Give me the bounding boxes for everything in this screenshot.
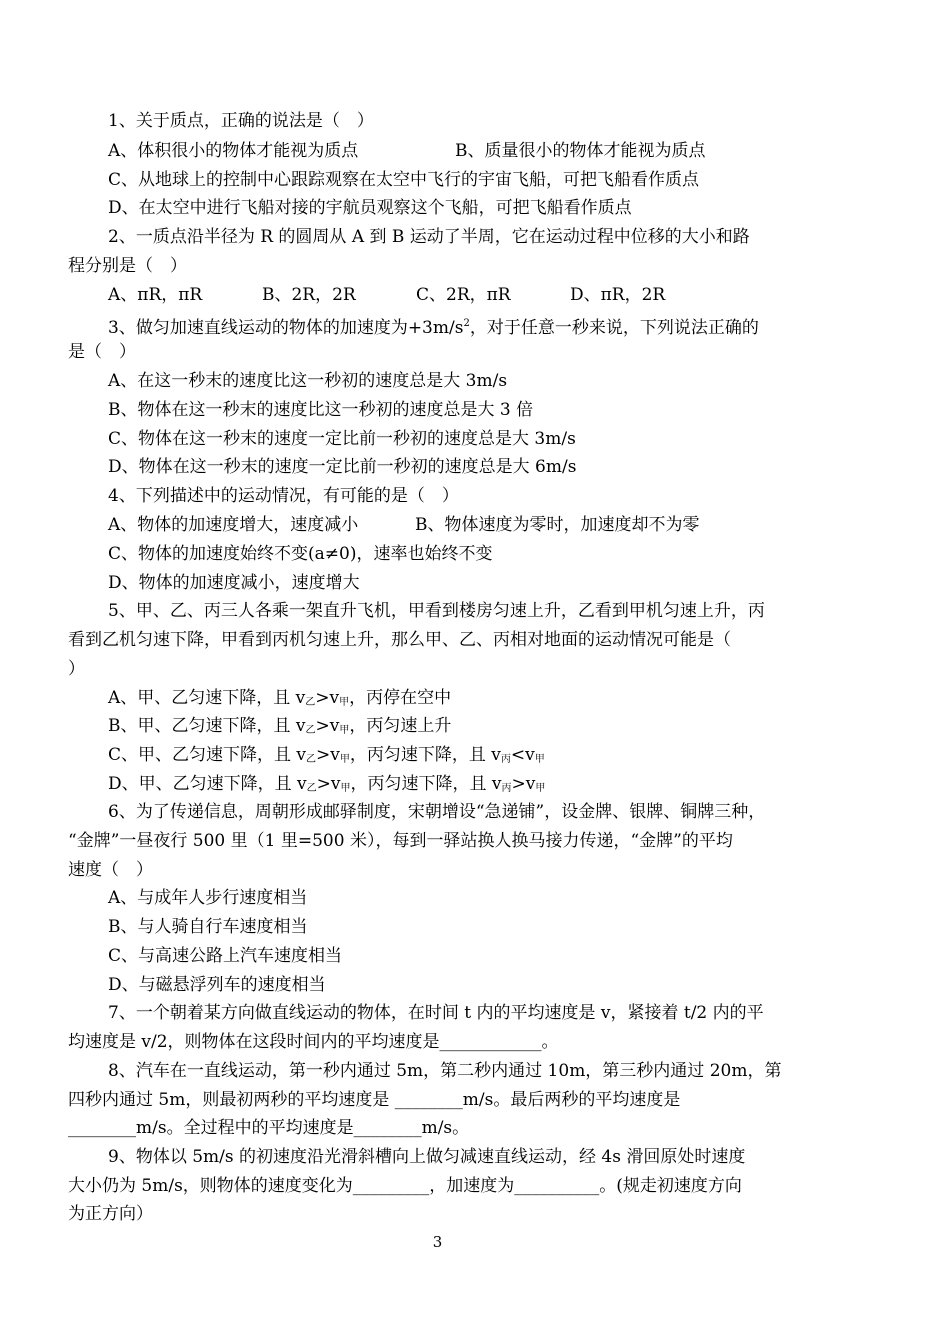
q5-stem-line3: ）	[68, 659, 85, 679]
q9-stem-line1: 9、物体以 5m/s 的初速度沿光滑斜槽向上做匀减速直线运动，经 4s 滑回原处时速度	[108, 1147, 746, 1167]
q5-d-text: D、甲、乙匀速下降，且 v	[108, 774, 307, 794]
q8-stem-line3: ________m/s。全过程中的平均速度是________m/s。	[68, 1118, 470, 1138]
q5-d-sub: 乙	[306, 783, 317, 794]
q2-option-b: B、2R，2R	[262, 285, 356, 305]
q9-stem-line3: 为正方向）	[68, 1204, 153, 1224]
q3-stem-line2: 是（ ）	[68, 342, 136, 362]
q9-stem-line2: 大小仍为 5m/s，则物体的速度变化为_________，加速度为__________。(规走初速度方向	[68, 1176, 742, 1196]
q5-stem-line2: 看到乙机匀速下降，甲看到丙机匀速上升，那么甲、乙、丙相对地面的运动情况可能是（	[68, 630, 731, 650]
q3-option-d: D、物体在这一秒末的速度一定比前一秒初的速度总是大 6m/s	[108, 457, 577, 477]
q3-stem-sup: 2	[463, 318, 470, 329]
q5-c-text: ，丙匀速下降，且 v	[349, 745, 501, 765]
q5-c-sub: 甲	[339, 754, 350, 765]
q6-stem-line3: 速度（ ）	[68, 860, 153, 880]
q7-stem-line1: 7、一个朝着某方向做直线运动的物体，在时间 t 内的平均速度是 v，紧接着 t/2 内的平	[108, 1003, 764, 1023]
q5-a-text: >v	[315, 688, 340, 708]
q6-option-b: B、与人骑自行车速度相当	[108, 917, 308, 937]
q4-stem: 4、下列描述中的运动情况，有可能的是（ ）	[108, 486, 459, 506]
q6-option-a: A、与成年人步行速度相当	[108, 888, 308, 908]
q4-option-b: B、物体速度为零时，加速度却不为零	[415, 515, 700, 535]
q3-stem-post: ，对于任意一秒来说，下列说法正确的	[469, 318, 759, 338]
q5-d-sub: 甲	[340, 783, 351, 794]
q6-option-c: C、与高速公路上汽车速度相当	[108, 946, 343, 966]
q1-stem: 1、关于质点，正确的说法是（ ）	[108, 111, 374, 131]
q6-stem-line2: “金牌”一昼夜行 500 里（1 里=500 米），每到一驿站换人换马接力传递，“金牌”的平均	[68, 831, 733, 851]
q4-option-c: C、物体的加速度始终不变(a≠0)，速率也始终不变	[108, 544, 493, 564]
q5-b-text: ，丙匀速上升	[349, 716, 452, 736]
q2-option-a: A、πR，πR	[108, 285, 203, 305]
q1-option-d: D、在太空中进行飞船对接的宇航员观察这个飞船，可把飞船看作质点	[108, 198, 632, 218]
q6-stem-line1: 6、为了传递信息，周朝形成邮驿制度，宋朝增设“急递铺”，设金牌、银牌、铜牌三种，	[108, 802, 766, 822]
q5-a-sub: 甲	[339, 697, 350, 708]
q1-option-c: C、从地球上的控制中心跟踪观察在太空中飞行的宇宙飞船，可把飞船看作质点	[108, 170, 700, 190]
q6-option-d: D、与磁悬浮列车的速度相当	[108, 975, 326, 995]
q5-stem-line1: 5、甲、乙、丙三人各乘一架直升飞机，甲看到楼房匀速上升，乙看到甲机匀速上升，丙	[108, 601, 765, 621]
q5-d-sub: 甲	[535, 783, 546, 794]
q4-option-a: A、物体的加速度增大，速度减小	[108, 515, 359, 535]
q1-option-b: B、质量很小的物体才能视为质点	[455, 141, 706, 161]
q5-option-d	[108, 773, 545, 800]
q5-d-text: >v	[316, 774, 341, 794]
q5-c-sub: 乙	[306, 754, 317, 765]
q1-option-a: A、体积很小的物体才能视为质点	[108, 141, 359, 161]
q3-option-a: A、在这一秒末的速度比这一秒初的速度总是大 3m/s	[108, 371, 508, 391]
q5-c-text: <v	[510, 745, 535, 765]
q3-option-c: C、物体在这一秒末的速度一定比前一秒初的速度总是大 3m/s	[108, 429, 576, 449]
q5-option-a	[108, 687, 451, 714]
q5-b-sub: 甲	[339, 725, 350, 736]
q5-d-text: >v	[511, 774, 536, 794]
q5-c-sub: 甲	[534, 754, 545, 765]
q5-b-sub: 乙	[305, 725, 316, 736]
q5-b-text: B、甲、乙匀速下降，且 v	[108, 716, 306, 736]
q3-stem-pre: 3、做匀加速直线运动的物体的加速度为+3m/s	[108, 318, 464, 338]
q5-a-text: ，丙停在空中	[349, 688, 452, 708]
q8-stem-line1: 8、汽车在一直线运动，第一秒内通过 5m，第二秒内通过 10m，第三秒内通过 20m，第	[108, 1061, 782, 1081]
q5-a-sub: 乙	[305, 697, 316, 708]
q2-option-d: D、πR，2R	[570, 285, 666, 305]
q5-option-b	[108, 715, 451, 742]
q4-option-d: D、物体的加速度减小，速度增大	[108, 573, 360, 593]
q2-option-c: C、2R，πR	[416, 285, 511, 305]
page-number: 3	[432, 1233, 443, 1251]
q5-c-sub: 丙	[500, 754, 511, 765]
q2-stem-line2: 程分别是（ ）	[68, 256, 187, 276]
q8-stem-line2: 四秒内通过 5m，则最初两秒的平均速度是 ________m/s。最后两秒的平均速度是	[68, 1090, 681, 1110]
q5-c-text: C、甲、乙匀速下降，且 v	[108, 745, 307, 765]
q5-a-text: A、甲、乙匀速下降，且 v	[108, 688, 306, 708]
q5-c-text: >v	[316, 745, 340, 765]
q5-b-text: >v	[315, 716, 340, 736]
q5-d-sub: 丙	[501, 783, 512, 794]
q5-d-text: ，丙匀速下降，且 v	[350, 774, 502, 794]
q5-option-c	[108, 744, 545, 771]
q3-stem-line1	[108, 313, 759, 339]
q7-stem-line2: 均速度是 v/2，则物体在这段时间内的平均速度是____________。	[68, 1032, 559, 1052]
q3-option-b: B、物体在这一秒末的速度比这一秒初的速度总是大 3 倍	[108, 400, 534, 420]
q2-stem-line1: 2、一质点沿半径为 R 的圆周从 A 到 B 运动了半周，它在运动过程中位移的大小和路	[108, 227, 750, 247]
